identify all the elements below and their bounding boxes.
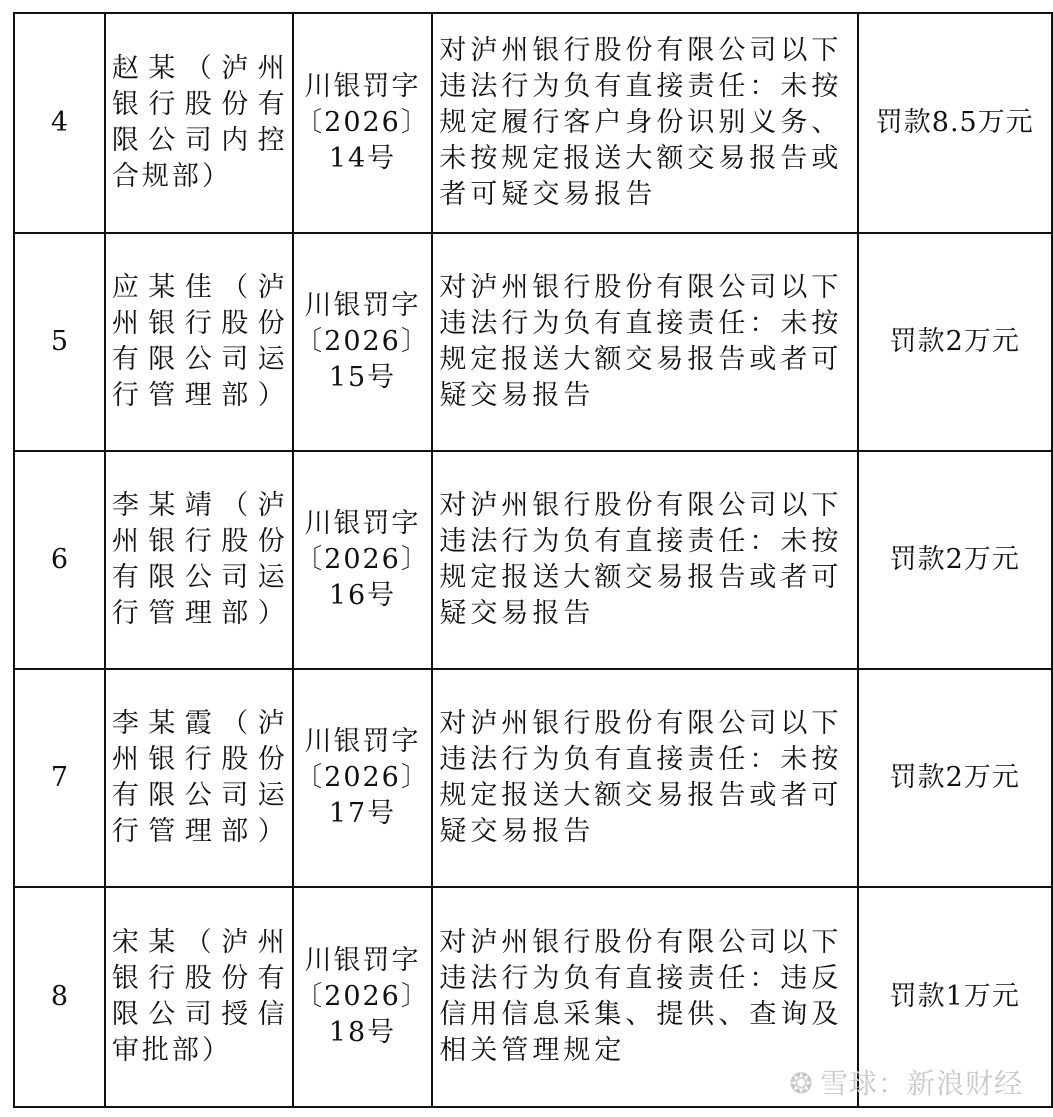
decision-number-line: 18号 (328, 1017, 397, 1048)
decision-number-line: 川银罚字 (304, 945, 421, 976)
party-name-line: 州银行股份 (111, 744, 288, 775)
decision-number-line: 〔2026〕 (295, 326, 430, 357)
party-name-line: 限公司授信 (111, 999, 288, 1030)
party-name-line: 审批部） (111, 1035, 232, 1066)
row-number: 8 (14, 887, 105, 1107)
violation-line: 对泸州银行股份有限公司以下 (439, 490, 843, 521)
party-name-cell (105, 451, 293, 669)
violation-line: 规定履行客户身份识别义务、 (439, 107, 843, 138)
party-name-line: 银行股份有 (111, 89, 288, 120)
xueqiu-logo-icon: ❂ (789, 1067, 814, 1100)
row-number: 6 (14, 451, 105, 669)
violation-line: 对泸州银行股份有限公司以下 (439, 272, 843, 303)
violation-line: 违法行为负有直接责任：未按 (439, 744, 843, 775)
party-name-line: 行管理部） (111, 816, 288, 847)
party-name-line: 有限公司运 (111, 562, 288, 593)
party-name-line: 有限公司运 (111, 344, 288, 375)
decision-number-line: 〔2026〕 (295, 544, 430, 575)
violation-line: 规定报送大额交易报告或者可 (439, 780, 843, 811)
party-name-line: 赵某（泸州 (111, 53, 288, 84)
table-row (14, 233, 1052, 451)
decision-number-line: 川银罚字 (304, 71, 421, 102)
party-name-line: 宋某（泸州 (111, 927, 288, 958)
penalty-table (13, 12, 1053, 1108)
party-name-line: 州银行股份 (111, 308, 288, 339)
penalty-cell: 罚款2万元 (858, 451, 1053, 669)
row-number: 7 (14, 669, 105, 887)
penalty-cell: 罚款8.5万元 (858, 13, 1053, 233)
table-row (14, 451, 1052, 669)
decision-number-cell (293, 233, 433, 451)
violation-line: 未按规定报送大额交易报告或 (439, 143, 843, 174)
violation-line: 违法行为负有直接责任：未按 (439, 71, 843, 102)
violation-line: 疑交易报告 (439, 380, 595, 411)
violation-line: 疑交易报告 (439, 598, 595, 629)
party-name-cell (105, 13, 293, 233)
party-name-cell (105, 233, 293, 451)
decision-number-cell (293, 451, 433, 669)
penalty-cell: 罚款1万元 (858, 887, 1053, 1107)
party-name-line: 李某靖（泸 (111, 490, 288, 521)
decision-number-line: 16号 (328, 580, 397, 611)
watermark (790, 1062, 1023, 1102)
decision-number-cell (293, 887, 433, 1107)
row-number: 4 (14, 13, 105, 233)
party-name-cell (105, 887, 293, 1107)
party-name-line: 合规部） (111, 161, 232, 192)
violation-line: 违法行为负有直接责任：未按 (439, 308, 843, 339)
party-name-line: 应某佳（泸 (111, 272, 288, 303)
decision-number-cell (293, 669, 433, 887)
row-number: 5 (14, 233, 105, 451)
violation-line: 对泸州银行股份有限公司以下 (439, 35, 843, 66)
party-name-line: 有限公司运 (111, 780, 288, 811)
party-name-cell (105, 669, 293, 887)
table-row (14, 13, 1052, 233)
violation-cell (432, 451, 857, 669)
violation-cell (432, 13, 857, 233)
violation-cell (432, 669, 857, 887)
violation-line: 相关管理规定 (439, 1035, 626, 1066)
penalty-cell: 罚款2万元 (858, 669, 1053, 887)
decision-number-cell (293, 13, 433, 233)
decision-number-line: 川银罚字 (304, 508, 421, 539)
decision-number-line: 15号 (328, 362, 397, 393)
violation-line: 疑交易报告 (439, 816, 595, 847)
party-name-line: 限公司内控 (111, 125, 288, 156)
violation-line: 违法行为负有直接责任：未按 (439, 526, 843, 557)
violation-line: 信用信息采集、提供、查询及 (439, 999, 843, 1030)
violation-line: 规定报送大额交易报告或者可 (439, 344, 843, 375)
party-name-line: 李某霞（泸 (111, 708, 288, 739)
decision-number-line: 川银罚字 (304, 290, 421, 321)
party-name-line: 州银行股份 (111, 526, 288, 557)
decision-number-line: 14号 (328, 143, 397, 174)
watermark-text: 雪球：新浪财经 (819, 1067, 1023, 1100)
violation-line: 违法行为负有直接责任：违反 (439, 963, 843, 994)
violation-line: 对泸州银行股份有限公司以下 (439, 927, 843, 958)
penalty-cell: 罚款2万元 (858, 233, 1053, 451)
decision-number-line: 〔2026〕 (295, 762, 430, 793)
violation-line: 规定报送大额交易报告或者可 (439, 562, 843, 593)
decision-number-line: 〔2026〕 (295, 981, 430, 1012)
table-row (14, 669, 1052, 887)
violation-cell (432, 233, 857, 451)
party-name-line: 行管理部） (111, 380, 288, 411)
party-name-line: 行管理部） (111, 598, 288, 629)
party-name-line: 银行股份有 (111, 963, 288, 994)
decision-number-line: 17号 (328, 798, 397, 829)
decision-number-line: 〔2026〕 (295, 107, 430, 138)
violation-line: 者可疑交易报告 (439, 179, 657, 210)
decision-number-line: 川银罚字 (304, 726, 421, 757)
violation-line: 对泸州银行股份有限公司以下 (439, 708, 843, 739)
